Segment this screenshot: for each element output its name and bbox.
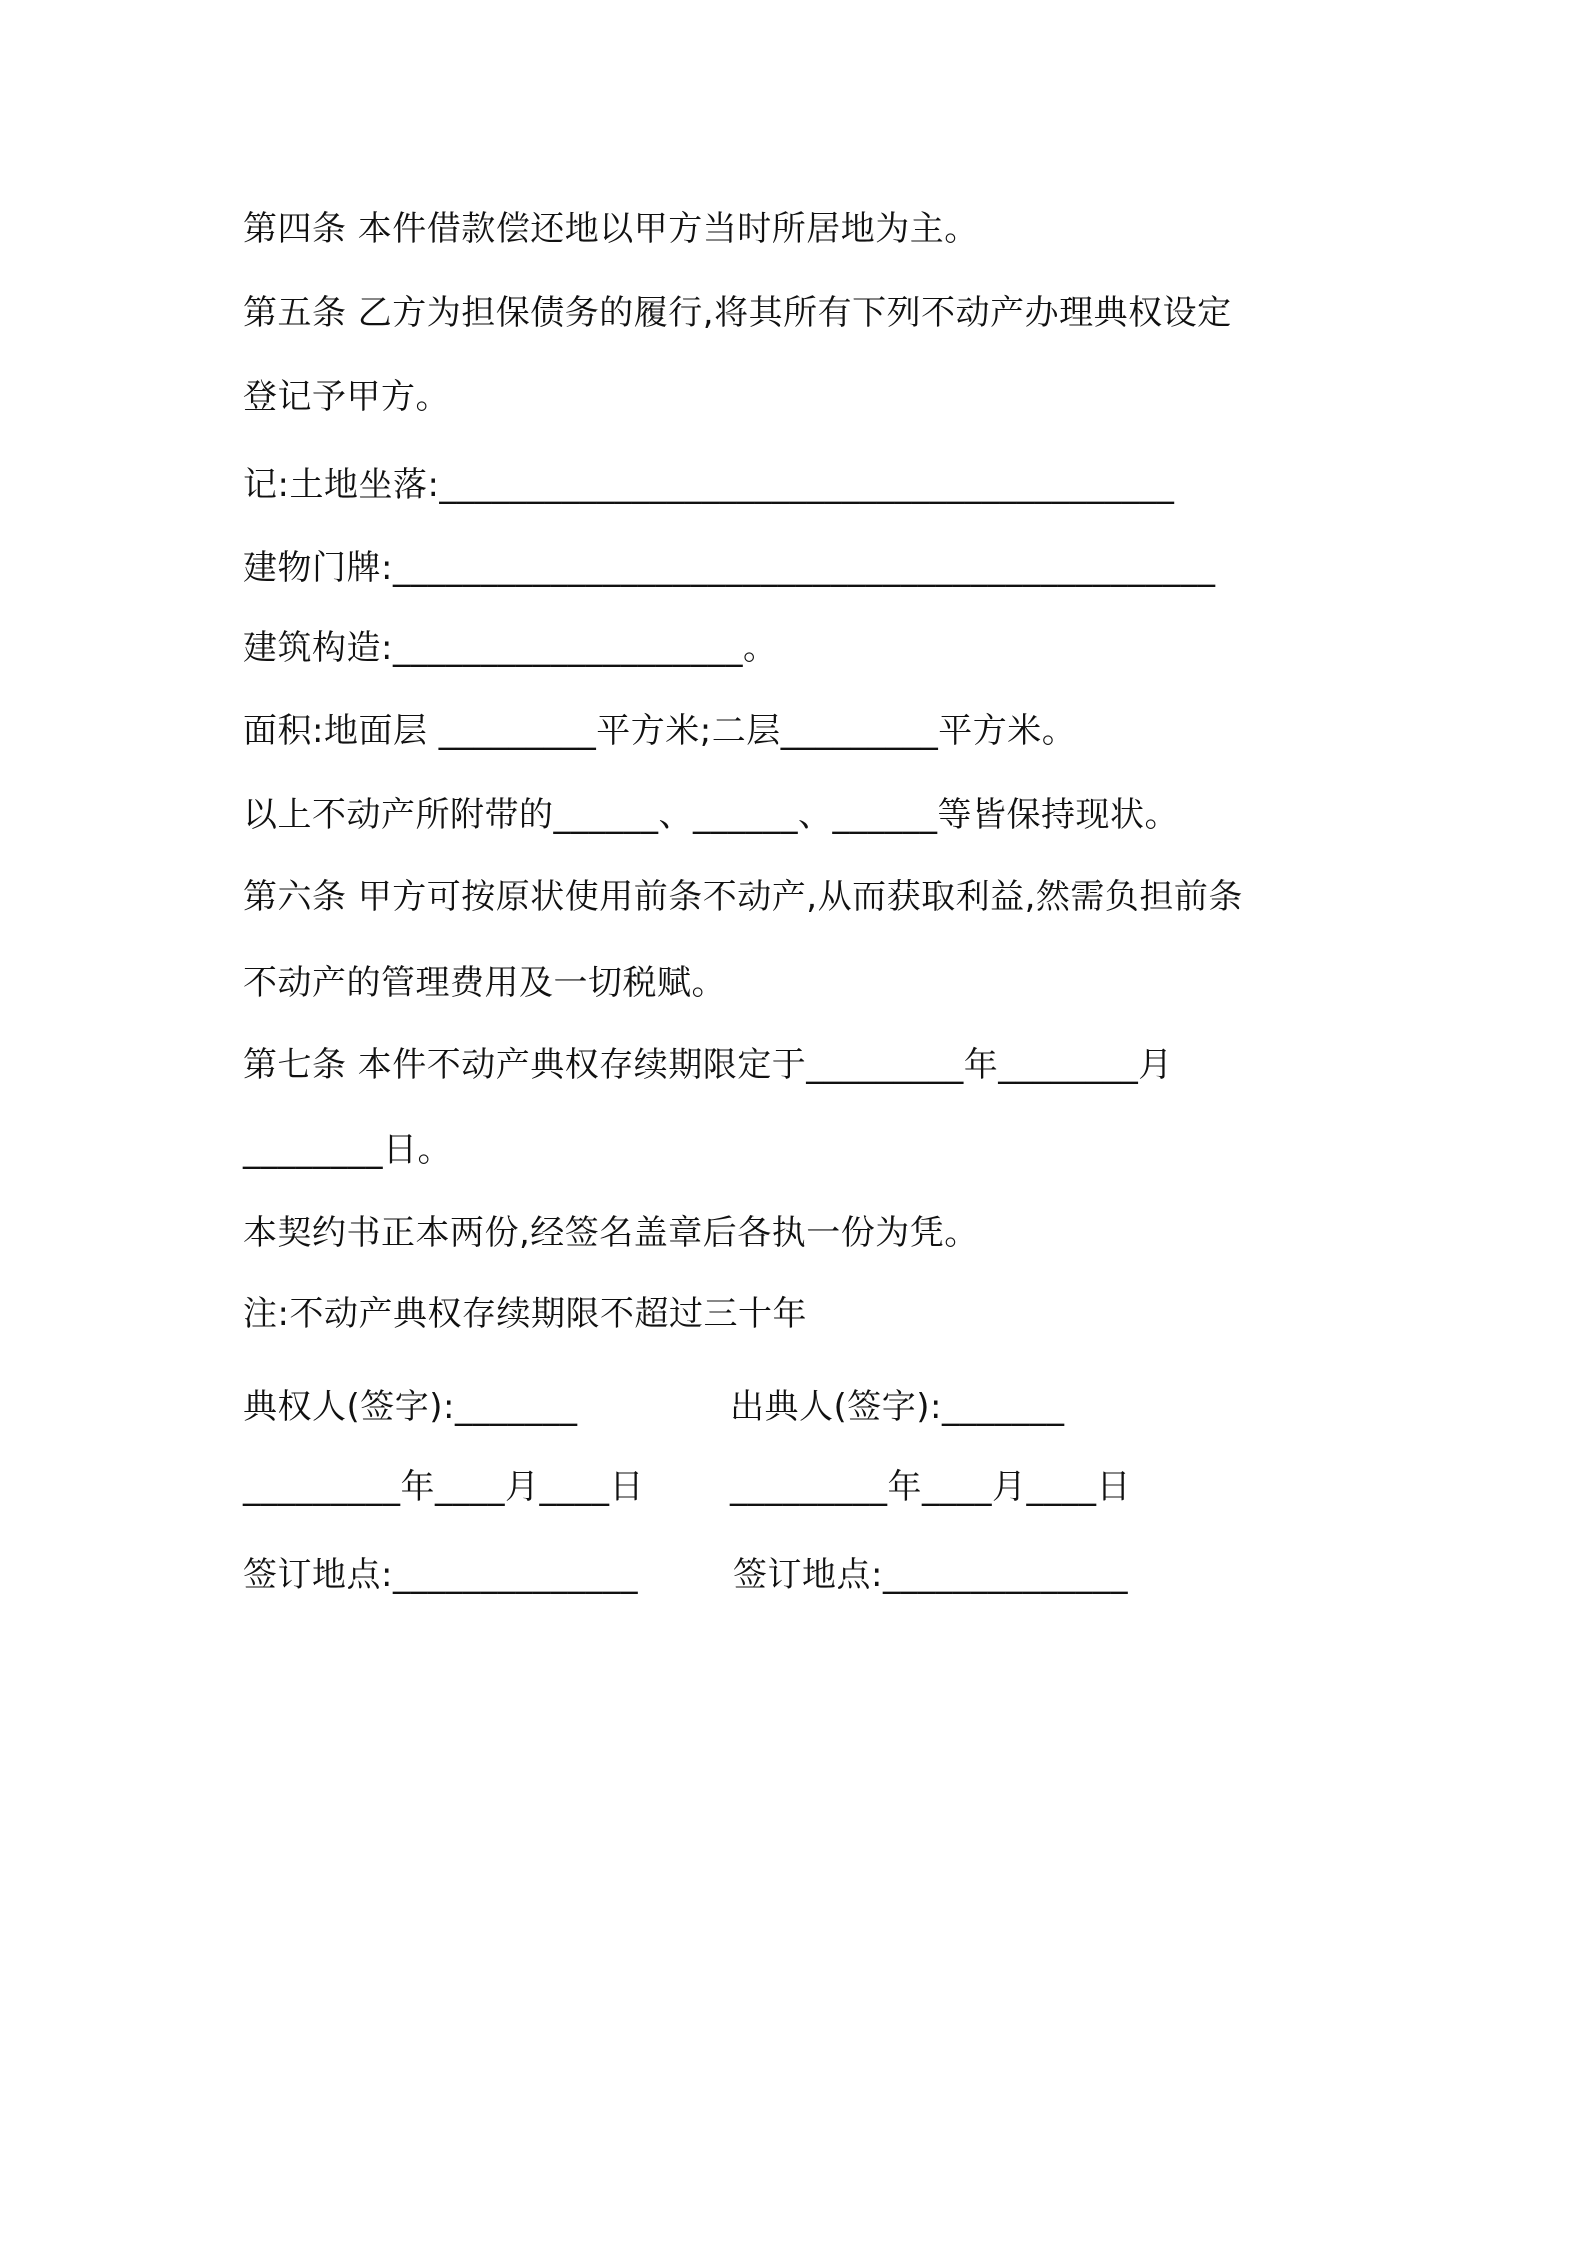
- article-5-line-1: 第五条 乙方为担保债务的履行,将其所有下列不动产办理典权设定: [243, 293, 1232, 333]
- note: 注:不动产典权存续期限不超过三十年: [243, 1294, 807, 1334]
- article-5-line-2: 登记予甲方。: [243, 377, 450, 417]
- building-number-field: 建物门牌:_______________________________________________: [243, 548, 1216, 588]
- article-6-line-1: 第六条 甲方可按原状使用前条不动产,从而获取利益,然需负担前条: [243, 877, 1243, 917]
- mortgagee-date: _________年____月____日: [243, 1467, 644, 1507]
- area-field: 面积:地面层 _________平方米;二层_________平方米。: [243, 711, 1077, 751]
- land-location-field: 记:土地坐落:__________________________________________: [243, 465, 1175, 505]
- article-4: 第四条 本件借款偿还地以甲方当时所居地为主。: [243, 209, 979, 249]
- mortgagor-date: _________年____月____日: [730, 1467, 1131, 1507]
- article-6-line-2: 不动产的管理费用及一切税赋。: [243, 963, 726, 1003]
- attachments-field: 以上不动产所附带的______、______、______等皆保持现状。: [243, 795, 1179, 835]
- article-7-line-2: ________日。: [243, 1130, 452, 1170]
- mortgagee-place: 签订地点:______________: [243, 1555, 638, 1595]
- article-7-line-1: 第七条 本件不动产典权存续期限定于_________年________月: [243, 1045, 1173, 1085]
- mortgagor-signature: 出典人(签字):_______: [730, 1387, 1065, 1427]
- building-structure-field: 建筑构造:____________________。: [243, 628, 778, 668]
- copies-statement: 本契约书正本两份,经签名盖章后各执一份为凭。: [243, 1213, 979, 1253]
- mortgagee-signature: 典权人(签字):_______: [243, 1387, 578, 1427]
- mortgagor-place: 签订地点:______________: [733, 1555, 1128, 1595]
